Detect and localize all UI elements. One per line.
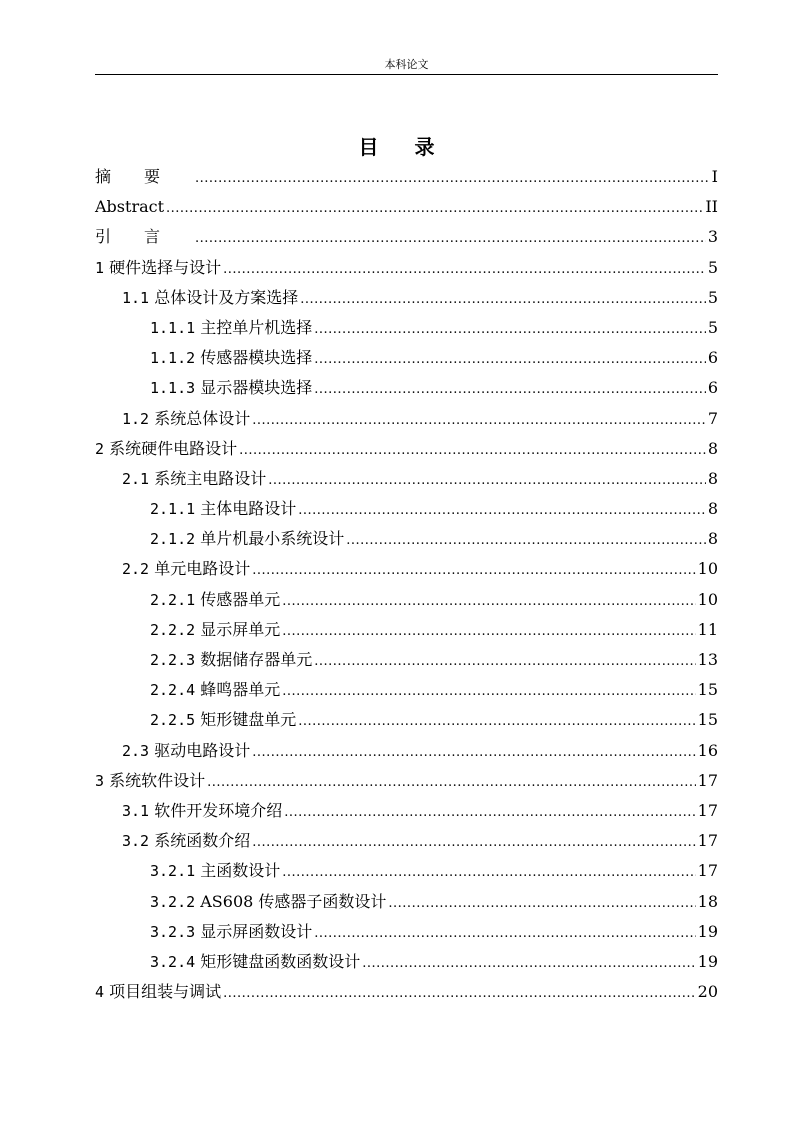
table-of-contents <box>95 162 718 1007</box>
toc-leader-dots <box>282 617 695 647</box>
toc-entry-number: 1.1 <box>122 288 150 307</box>
toc-leader-dots <box>314 315 706 345</box>
toc-entry-number: 1.1.3 <box>150 379 196 398</box>
toc-entry-label: 系统总体设计 <box>154 408 251 428</box>
toc-page-number: 19 <box>697 921 718 941</box>
toc-page-number: 10 <box>697 559 718 579</box>
toc-page-number: 19 <box>697 951 718 971</box>
toc-leader-dots <box>252 738 695 768</box>
toc-entry-title <box>150 705 296 735</box>
toc-entry-label: 主函数设计 <box>200 861 281 881</box>
toc-entry-label: 蜂鸣器单元 <box>200 680 281 700</box>
toc-entry-number: 3.2 <box>122 832 150 851</box>
toc-entry-number: 3.2.4 <box>150 952 196 971</box>
toc-entry[interactable] <box>95 162 718 192</box>
toc-page-number: 5 <box>707 317 718 337</box>
toc-entry-number: 3.2.1 <box>150 862 196 881</box>
toc-leader-dots <box>282 858 695 888</box>
toc-entry-title <box>150 343 312 373</box>
toc-entry-label: 系统硬件电路设计 <box>109 438 238 458</box>
toc-entry-label: 软件开发环境介绍 <box>154 800 283 820</box>
toc-entry-title <box>150 887 386 917</box>
toc-entry-title <box>95 222 193 252</box>
toc-entry[interactable] <box>95 947 718 977</box>
toc-entry[interactable] <box>95 554 718 584</box>
toc-entry[interactable] <box>95 283 718 313</box>
page-header: 本科论文 <box>384 58 429 71</box>
toc-page-number: 8 <box>707 438 718 458</box>
toc-leader-dots <box>314 647 695 677</box>
toc-entry[interactable] <box>95 826 718 856</box>
toc-entry-title <box>122 736 250 766</box>
toc-entry[interactable] <box>95 434 718 464</box>
toc-leader-dots <box>166 194 703 224</box>
toc-page-number: 15 <box>697 680 718 700</box>
toc-entry-label: 数据储存器单元 <box>200 650 313 669</box>
toc-entry-number: 3 <box>95 771 105 790</box>
toc-leader-dots <box>239 436 706 466</box>
toc-entry[interactable] <box>95 736 718 766</box>
toc-entry-number: 3.2.2 <box>150 892 196 911</box>
toc-entry-number: 2.2.2 <box>150 620 196 639</box>
toc-entry-title <box>95 162 193 192</box>
header-rule <box>95 74 718 75</box>
toc-leader-dots <box>298 707 695 737</box>
toc-entry-title <box>150 856 280 886</box>
toc-entry[interactable] <box>95 464 718 494</box>
toc-entry-number: 2.1 <box>122 469 150 488</box>
toc-entry[interactable] <box>95 796 718 826</box>
toc-entry[interactable] <box>95 404 718 434</box>
toc-entry[interactable] <box>95 524 718 554</box>
toc-page-number: 7 <box>707 408 718 428</box>
toc-page-number: 6 <box>707 378 718 398</box>
toc-page-number: 17 <box>697 770 718 790</box>
toc-entry[interactable] <box>95 705 718 735</box>
toc-entry[interactable] <box>95 856 718 886</box>
toc-entry-number: 1 <box>95 258 105 277</box>
toc-entry-number: 2.2.3 <box>150 651 196 669</box>
toc-entry[interactable] <box>95 887 718 917</box>
toc-entry-label: 总体设计及方案选择 <box>154 287 299 307</box>
toc-page-number: 8 <box>707 499 718 519</box>
toc-entry-number: 2.2 <box>122 560 150 579</box>
toc-entry-title <box>150 494 296 524</box>
toc-page-number: 11 <box>697 619 718 639</box>
toc-entry-title <box>95 977 221 1007</box>
toc-entry-label: 传感器模块选择 <box>200 348 313 368</box>
toc-entry-label: 系统函数介绍 <box>154 831 251 851</box>
toc-entry[interactable] <box>95 977 718 1007</box>
toc-entry-title <box>122 554 250 584</box>
toc-entry-label: 引言 <box>95 227 194 247</box>
toc-entry-label: 显示屏单元 <box>200 619 281 639</box>
toc-leader-dots <box>346 526 706 556</box>
toc-entry[interactable] <box>95 373 718 403</box>
toc-entry[interactable] <box>95 313 718 343</box>
toc-entry-number: 2.2.4 <box>150 681 196 700</box>
toc-entry-number: 1.1.1 <box>150 318 196 337</box>
toc-entry-title <box>95 434 237 464</box>
toc-entry[interactable] <box>95 675 718 705</box>
toc-entry-label: 显示器模块选择 <box>200 378 313 398</box>
toc-leader-dots <box>298 496 706 526</box>
toc-entry-number: 2.2.1 <box>150 590 196 609</box>
toc-entry-number: 3.2.3 <box>150 922 196 941</box>
toc-entry-title <box>122 826 250 856</box>
toc-page-number: I <box>711 167 718 186</box>
toc-entry[interactable] <box>95 192 718 222</box>
toc-entry[interactable] <box>95 222 718 252</box>
toc-entry[interactable] <box>95 253 718 283</box>
toc-leader-dots <box>252 828 695 858</box>
toc-page-number: 17 <box>697 800 718 820</box>
toc-entry-label: 传感器单元 <box>200 589 281 609</box>
toc-entry[interactable] <box>95 645 718 675</box>
toc-entry-title <box>150 645 312 675</box>
toc-leader-dots <box>207 768 696 798</box>
toc-entry-number: 1.2 <box>122 409 150 428</box>
toc-entry-label: 显示屏函数设计 <box>200 921 313 941</box>
page-title: 目录 <box>358 135 471 159</box>
toc-entry-number: 3.1 <box>122 801 150 820</box>
toc-leader-dots <box>195 164 710 194</box>
toc-page-number: 18 <box>697 891 718 911</box>
toc-entry-title <box>122 283 298 313</box>
toc-entry-title <box>122 464 266 494</box>
toc-entry-title <box>95 192 164 222</box>
toc-leader-dots <box>284 798 695 828</box>
toc-entry-label: 矩形键盘单元 <box>200 710 297 730</box>
toc-entry-title <box>150 947 360 977</box>
toc-entry-label: 系统主电路设计 <box>154 468 267 488</box>
toc-page-number: 10 <box>697 589 718 609</box>
toc-page-number: 5 <box>707 257 718 277</box>
toc-page-number: 6 <box>707 348 718 368</box>
toc-entry-title <box>150 373 312 403</box>
toc-entry-number: 2.2.5 <box>150 711 196 730</box>
toc-entry-label: 主控单片机选择 <box>200 317 313 337</box>
toc-entry-label: AS608 传感器子函数设计 <box>200 891 387 911</box>
toc-entry-label: 单元电路设计 <box>154 559 251 579</box>
toc-entry-title <box>150 675 280 705</box>
toc-entry[interactable] <box>95 917 718 947</box>
toc-entry[interactable] <box>95 494 718 524</box>
toc-entry-title <box>95 766 205 796</box>
toc-page-number: II <box>705 197 718 217</box>
toc-entry-number: 1.1.2 <box>150 349 196 368</box>
toc-entry[interactable] <box>95 615 718 645</box>
toc-entry-label: 硬件选择与设计 <box>109 257 222 277</box>
toc-leader-dots <box>282 587 695 617</box>
toc-entry[interactable] <box>95 766 718 796</box>
toc-entry-title <box>150 524 344 554</box>
toc-leader-dots <box>252 406 706 436</box>
toc-entry-number: 2.1.1 <box>150 500 196 519</box>
toc-entry-number: 2.1.2 <box>150 530 196 549</box>
toc-entry-number: 2.3 <box>122 741 150 760</box>
toc-leader-dots <box>362 949 695 979</box>
toc-entry-title <box>150 917 312 947</box>
toc-leader-dots <box>314 375 706 405</box>
toc-leader-dots <box>195 224 706 254</box>
toc-entry-label: 主体电路设计 <box>200 499 297 519</box>
toc-page-number: 8 <box>707 468 718 488</box>
toc-entry-label: 系统软件设计 <box>109 770 206 790</box>
toc-page-number: 17 <box>697 861 718 881</box>
toc-entry-label: 单片机最小系统设计 <box>200 529 345 549</box>
toc-entry-title <box>150 615 280 645</box>
toc-leader-dots <box>252 556 695 586</box>
toc-entry-label: 摘要 <box>95 167 194 186</box>
toc-page-number: 5 <box>707 287 718 307</box>
toc-page-number: 16 <box>697 740 718 760</box>
toc-entry-title <box>122 796 282 826</box>
toc-entry-label: 矩形键盘函数函数设计 <box>200 951 361 971</box>
toc-leader-dots <box>388 889 695 919</box>
toc-entry[interactable] <box>95 343 718 373</box>
toc-leader-dots <box>223 255 706 285</box>
toc-page-number: 17 <box>697 831 718 851</box>
toc-entry-title <box>95 253 221 283</box>
toc-entry-title <box>150 313 312 343</box>
toc-leader-dots <box>300 285 706 315</box>
toc-leader-dots <box>268 466 706 496</box>
toc-page-number: 3 <box>707 227 718 247</box>
toc-leader-dots <box>223 979 696 1009</box>
toc-entry-label: 驱动电路设计 <box>154 740 251 760</box>
toc-leader-dots <box>314 919 695 949</box>
toc-entry-label: Abstract <box>95 197 165 217</box>
toc-leader-dots <box>314 345 706 375</box>
toc-entry-title <box>150 585 280 615</box>
toc-entry-label: 项目组装与调试 <box>109 982 222 1002</box>
toc-page-number: 13 <box>697 650 718 669</box>
toc-page-number: 20 <box>697 982 718 1002</box>
toc-leader-dots <box>282 677 695 707</box>
toc-page-number: 8 <box>707 529 718 549</box>
toc-page-number: 15 <box>697 710 718 730</box>
toc-entry-number: 2 <box>95 439 105 458</box>
toc-entry-title <box>122 404 250 434</box>
toc-entry[interactable] <box>95 585 718 615</box>
toc-entry-number: 4 <box>95 983 105 1002</box>
